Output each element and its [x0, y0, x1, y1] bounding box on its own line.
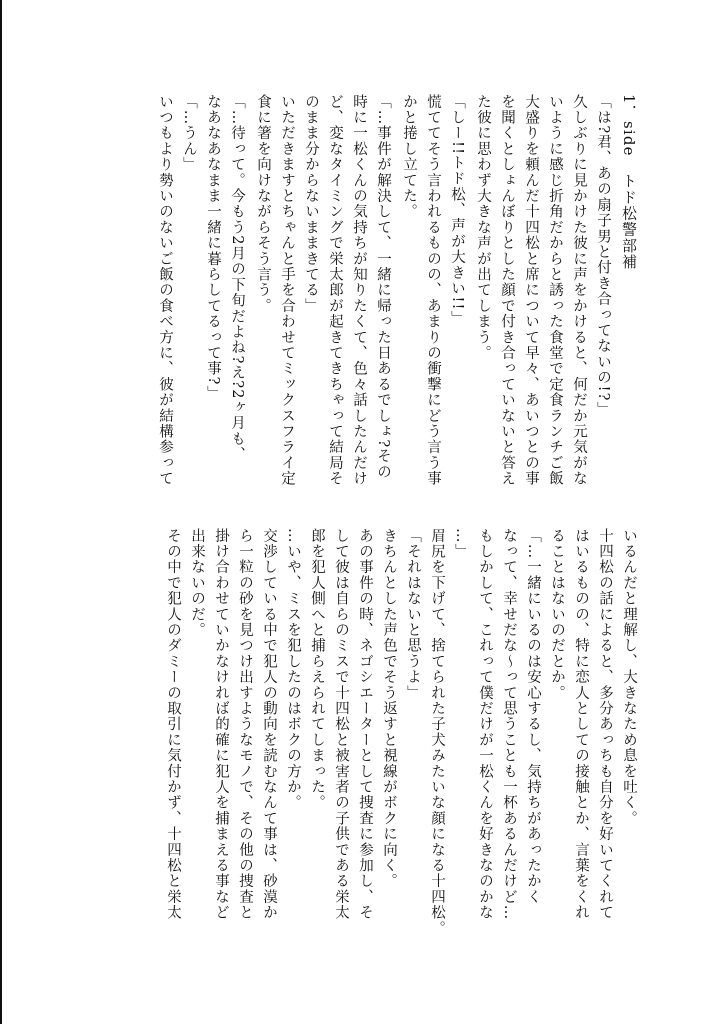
upper-line-4: 大盛りを頼んだ十四松と席について早々、あいつとの事 [523, 94, 539, 487]
lower-line-20: その中で犯人のダミーの取引に気付かず、十四松と栄太 [165, 528, 181, 921]
upper-line-18: 「…うん」 [181, 94, 197, 173]
lower-line-11: きちんとした声色でそう返すと視線がボクに向く。 [381, 528, 397, 890]
upper-line-11: 時に一松くんの気持ちが知りたくて、色々話したんだけ [351, 94, 367, 487]
upper-line-8: 慌ててそう言われるものの、あまりの衝撃にどう言う事 [425, 94, 441, 487]
chapter-title: 1．side トド松警部補 [620, 94, 638, 271]
upper-line-14: いただきますとちゃんと手を合わせてミックスフライ定 [279, 94, 295, 487]
lower-line-2: 十四松の話によると、多分あっちも自分を好いてくれて [597, 528, 613, 921]
upper-line-12: ど、変なタイミングで栄太郎が起きてきちゃって結局そ [327, 94, 343, 487]
lower-line-18: 掛け合わせていかなければ的確に犯人を捕まえる事など [213, 528, 229, 921]
upper-line-1: 「は?君、あの扇子男と付き合ってないの!?」 [595, 94, 611, 418]
upper-line-13: のまま分からないままきてる」 [303, 94, 319, 314]
lower-line-16: 交渉している中で犯人の動向を読むなんて事は、砂漠か [261, 528, 277, 921]
lower-line-13: して彼は自らのミスで十四松と被害者の子供である栄太 [333, 528, 349, 921]
upper-line-5: を聞くとしょんぼりとした顔で付き合っていないと答え [499, 94, 515, 487]
upper-line-19: いつもより勢いのないご飯の食べ方に、彼が結構参って [157, 94, 173, 487]
lower-line-10: 「それはないと思うよ」 [405, 528, 421, 701]
lower-line-8: …」 [453, 528, 469, 560]
lower-line-15: …いや、ミスを犯したのはボクの方か。 [285, 528, 301, 811]
upper-line-10: 「…事件が解決して、一緒に帰った日あるでしょ?その [375, 94, 391, 480]
lower-line-1: いるんだと理解し、大きなため息を吐く。 [621, 528, 637, 827]
lower-line-17: ら一粒の砂を見つけ出すようなモノで、その他の捜査と [237, 528, 253, 921]
lower-line-9: 眉尻を下げて、捨てられた子犬みたいな顔になる十四松。 [429, 528, 445, 937]
lower-line-3: はいるものの、特に恋人としての接触とか、言葉をくれ [573, 528, 589, 921]
lower-line-5: 「…一緒にいるのは安心するし、気持ちがあったかく [525, 528, 541, 905]
lower-line-14: 郎を犯人側へと捕らえられてしまった。 [309, 528, 325, 811]
lower-line-6: なって、幸せだな〜って思うことも一杯あるんだけど… [501, 528, 517, 921]
upper-line-3: いように感じ折角だからと誘った食堂で定食ランチご飯 [547, 94, 563, 487]
upper-line-9: かと捲し立てた。 [401, 94, 417, 220]
upper-line-16: 「…待って。今もう2月の下旬だよね?え?2ヶ月も、 [229, 94, 245, 463]
upper-line-2: 久しぶりに見かけた彼に声をかけると、何だか元気がな [571, 94, 587, 487]
lower-line-4: ることはないのだとか。 [549, 528, 565, 701]
lower-line-19: 出来ないのだ。 [189, 528, 205, 638]
upper-line-15: 食に箸を向けながらそう言う。 [255, 94, 271, 314]
upper-line-7: 「しー!!トド松、声が大きい!!」 [449, 94, 465, 327]
upper-line-17: なあなあなまま一緒に暮らしてるって事?」 [205, 94, 221, 402]
lower-line-7: もしかして、これって僕だけが一松くんを好きなのかな [477, 528, 493, 921]
upper-line-6: た彼に思わず大きな声が出てしまう。 [475, 94, 491, 361]
lower-line-12: あの事件の時、ネゴシエーターとして捜査に参加し、そ [357, 528, 373, 921]
